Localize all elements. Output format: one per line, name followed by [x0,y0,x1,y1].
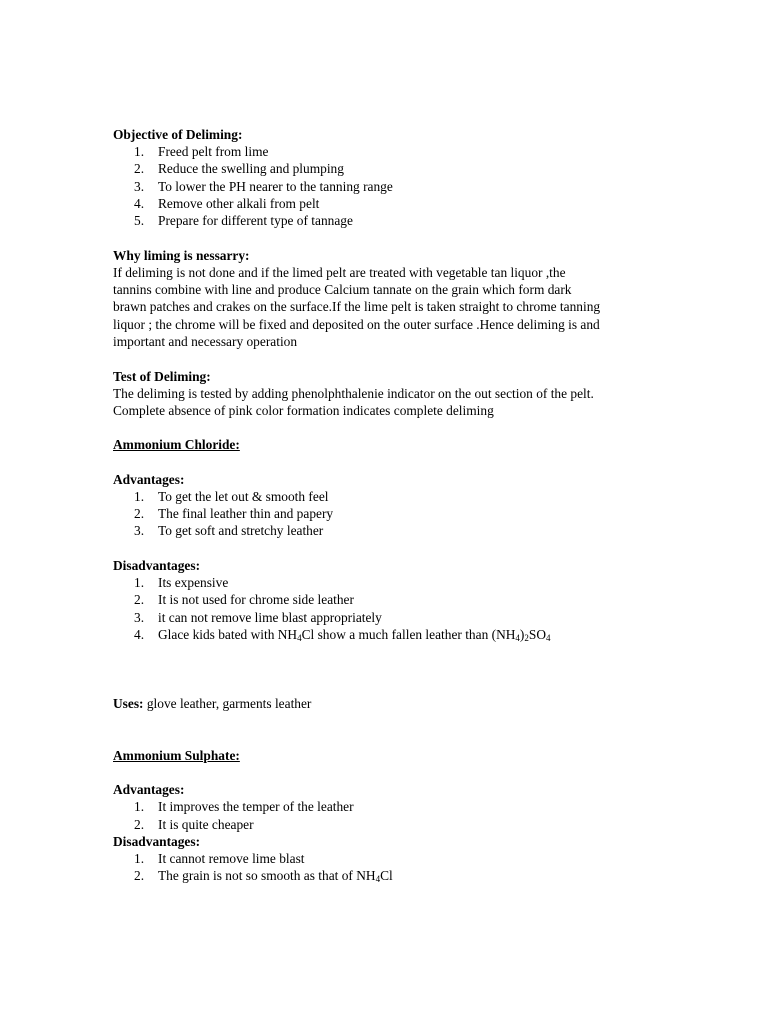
uses-text: glove leather, garments leather [143,696,312,712]
list-item [113,522,658,539]
uses-line [113,695,658,712]
list-number: 3. [134,523,145,539]
list-number: 1. [134,574,145,590]
list-item [113,505,658,522]
list-item-text: To get the let out & smooth feel [158,488,329,504]
list-item-text [158,868,393,883]
list-item [113,816,658,833]
paragraph-line: tannins combine with line and produce Calcium tannate on the grain which form dark [113,282,572,298]
list-item [113,488,658,505]
list-item-text: It is not used for chrome side leather [158,592,354,608]
list-item-text: Prepare for different type of tannage [158,213,353,229]
list-item-text: Freed pelt from lime [158,144,269,159]
list-number: 5. [134,213,145,229]
list-number: 4. [134,626,145,642]
list-item-text: It improves the temper of the leather [158,799,354,815]
chloride-disadvantages-heading: Disadvantages: [113,557,201,573]
list-item-text: The final leather thin and papery [158,506,334,522]
list-number: 2. [134,161,145,177]
list-item [113,178,658,195]
why-liming-paragraph [113,264,658,350]
list-item-text: To lower the PH nearer to the tanning range [158,178,393,194]
list-number: 1. [134,488,145,504]
list-item [113,798,658,815]
list-number: 1. [134,799,145,815]
list-number: 2. [134,868,145,884]
list-item-text: It is quite cheaper [158,816,254,832]
subscript: 4 [375,874,381,885]
list-item [113,195,658,212]
text-fragment: ) [519,626,525,642]
list-item [113,626,658,643]
ammonium-chloride-heading: Ammonium Chloride: [113,437,240,453]
paragraph-line: If deliming is not done and if the limed pelt are treated with vegetable tan liquor ,the [113,264,566,280]
chloride-disadvantages-list [113,574,658,643]
list-item-text: Reduce the swelling and plumping [158,161,344,177]
list-number: 2. [134,816,145,832]
sulphate-advantages-list [113,798,658,833]
list-item [113,160,658,177]
list-number: 3. [134,609,145,625]
sulphate-disadvantages-heading: Disadvantages: [113,833,201,849]
ammonium-sulphate-heading: Ammonium Sulphate: [113,748,240,764]
subscript: 4 [515,632,520,643]
list-item-text: To get soft and stretchy leather [158,523,324,539]
subscript: 4 [297,632,302,643]
paragraph-line: The deliming is tested by adding phenolphthalenie indicator on the out section of the pelt. [113,385,594,401]
list-item-text: it can not remove lime blast appropriately [158,609,382,625]
objective-heading: Objective of Deliming: [113,127,243,142]
sulphate-advantages-heading: Advantages: [113,782,185,798]
list-item-text: Remove other alkali from pelt [158,195,320,211]
objective-list [113,143,658,229]
subscript: 2 [524,632,529,643]
paragraph-line: liquor ; the chrome will be fixed and deposited on the outer surface .Hence deliming is and [113,316,600,332]
text-fragment: SO [528,626,546,642]
uses-label: Uses: [113,696,144,712]
sulphate-disadvantages-list [113,850,658,885]
test-deliming-paragraph [113,385,658,420]
list-item [113,212,658,229]
test-deliming-heading: Test of Deliming: [113,368,211,384]
text-fragment: Cl [380,868,393,884]
list-item [113,850,658,867]
paragraph-line: important and necessary operation [113,333,298,349]
list-item [113,143,658,160]
list-item [113,609,658,626]
why-liming-heading: Why liming is nessarry: [113,247,250,263]
list-item [113,867,658,884]
text-fragment: The grain is not so smooth as that of NH [158,868,376,884]
text-fragment: Glace kids bated with NH [158,626,298,642]
subscript: 4 [546,632,551,643]
list-number: 2. [134,506,145,522]
chloride-advantages-heading: Advantages: [113,471,185,487]
text-fragment: Cl show a much fallen leather than (NH [301,626,516,642]
list-item-text [158,627,551,642]
list-number: 2. [134,592,145,608]
paragraph-line: brawn patches and crakes on the surface.If the lime pelt is taken straight to chrome tanning [113,299,601,315]
chloride-advantages-list [113,488,658,540]
list-number: 1. [134,850,145,866]
list-item-text: It cannot remove lime blast [158,850,305,866]
list-item [113,574,658,591]
list-number: 3. [134,178,145,194]
document-page [113,126,658,885]
list-item [113,591,658,608]
list-item-text: Its expensive [158,574,229,590]
paragraph-line: Complete absence of pink color formation indicates complete deliming [113,402,494,418]
list-number: 1. [134,144,145,159]
list-number: 4. [134,195,145,211]
